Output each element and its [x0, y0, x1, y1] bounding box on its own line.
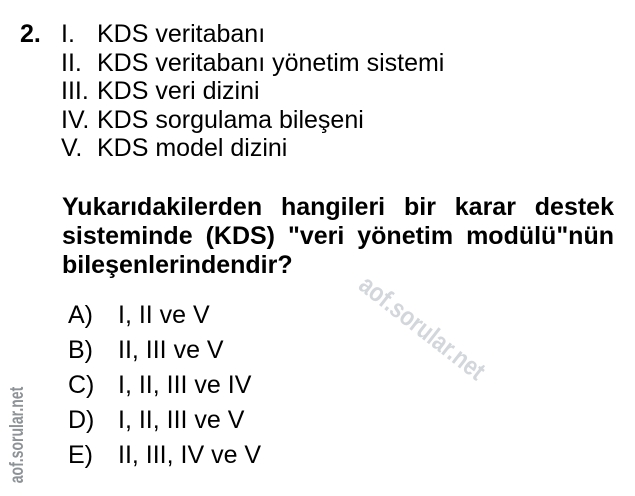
roman-numeral-list	[61, 20, 444, 163]
option-label: D)	[68, 406, 95, 434]
option-d	[68, 403, 261, 438]
question-line: Yukarıdakilerden hangileri bir karar destek	[62, 193, 614, 221]
option-text: I, II, III ve IV	[118, 371, 252, 399]
option-e	[68, 438, 261, 473]
option-label: A)	[68, 301, 93, 329]
list-item-numeral: III.	[61, 77, 89, 105]
question-text	[62, 193, 614, 280]
list-item-numeral: I.	[61, 20, 75, 48]
option-label: C)	[68, 371, 95, 399]
answer-options	[68, 298, 261, 473]
option-b	[68, 333, 261, 368]
option-text: I, II ve V	[118, 301, 210, 329]
list-item-text: KDS model dizini	[97, 134, 288, 162]
list-item-text: KDS veri dizini	[97, 77, 260, 105]
list-item	[61, 20, 444, 49]
option-label: B)	[68, 336, 93, 364]
option-text: II, III ve V	[118, 336, 224, 364]
question-line: sisteminde (KDS) "veri yönetim modülü"nün	[62, 222, 614, 250]
list-item-text: KDS sorgulama bileşeni	[97, 105, 364, 134]
list-item	[61, 77, 444, 106]
option-a	[68, 298, 261, 333]
question-line: bileşenlerindendir?	[62, 251, 293, 279]
option-label: E)	[68, 441, 93, 469]
list-item	[61, 134, 444, 163]
list-item-text: KDS veritabanı yönetim sistemi	[97, 48, 445, 77]
list-item-numeral: IV.	[61, 105, 90, 134]
list-item-text: KDS veritabanı	[97, 20, 266, 48]
list-item-numeral: II.	[61, 48, 82, 77]
option-text: II, III, IV ve V	[118, 441, 262, 469]
option-c	[68, 368, 261, 403]
question-number: 2.	[20, 20, 41, 48]
watermark-diagonal: aof.sorular.net	[353, 269, 492, 387]
list-item	[61, 106, 444, 135]
watermark-vertical: aof.sorular.net	[4, 386, 28, 484]
list-item	[61, 49, 444, 78]
option-text: I, II, III ve V	[118, 406, 245, 434]
list-item-numeral: V.	[61, 134, 83, 162]
